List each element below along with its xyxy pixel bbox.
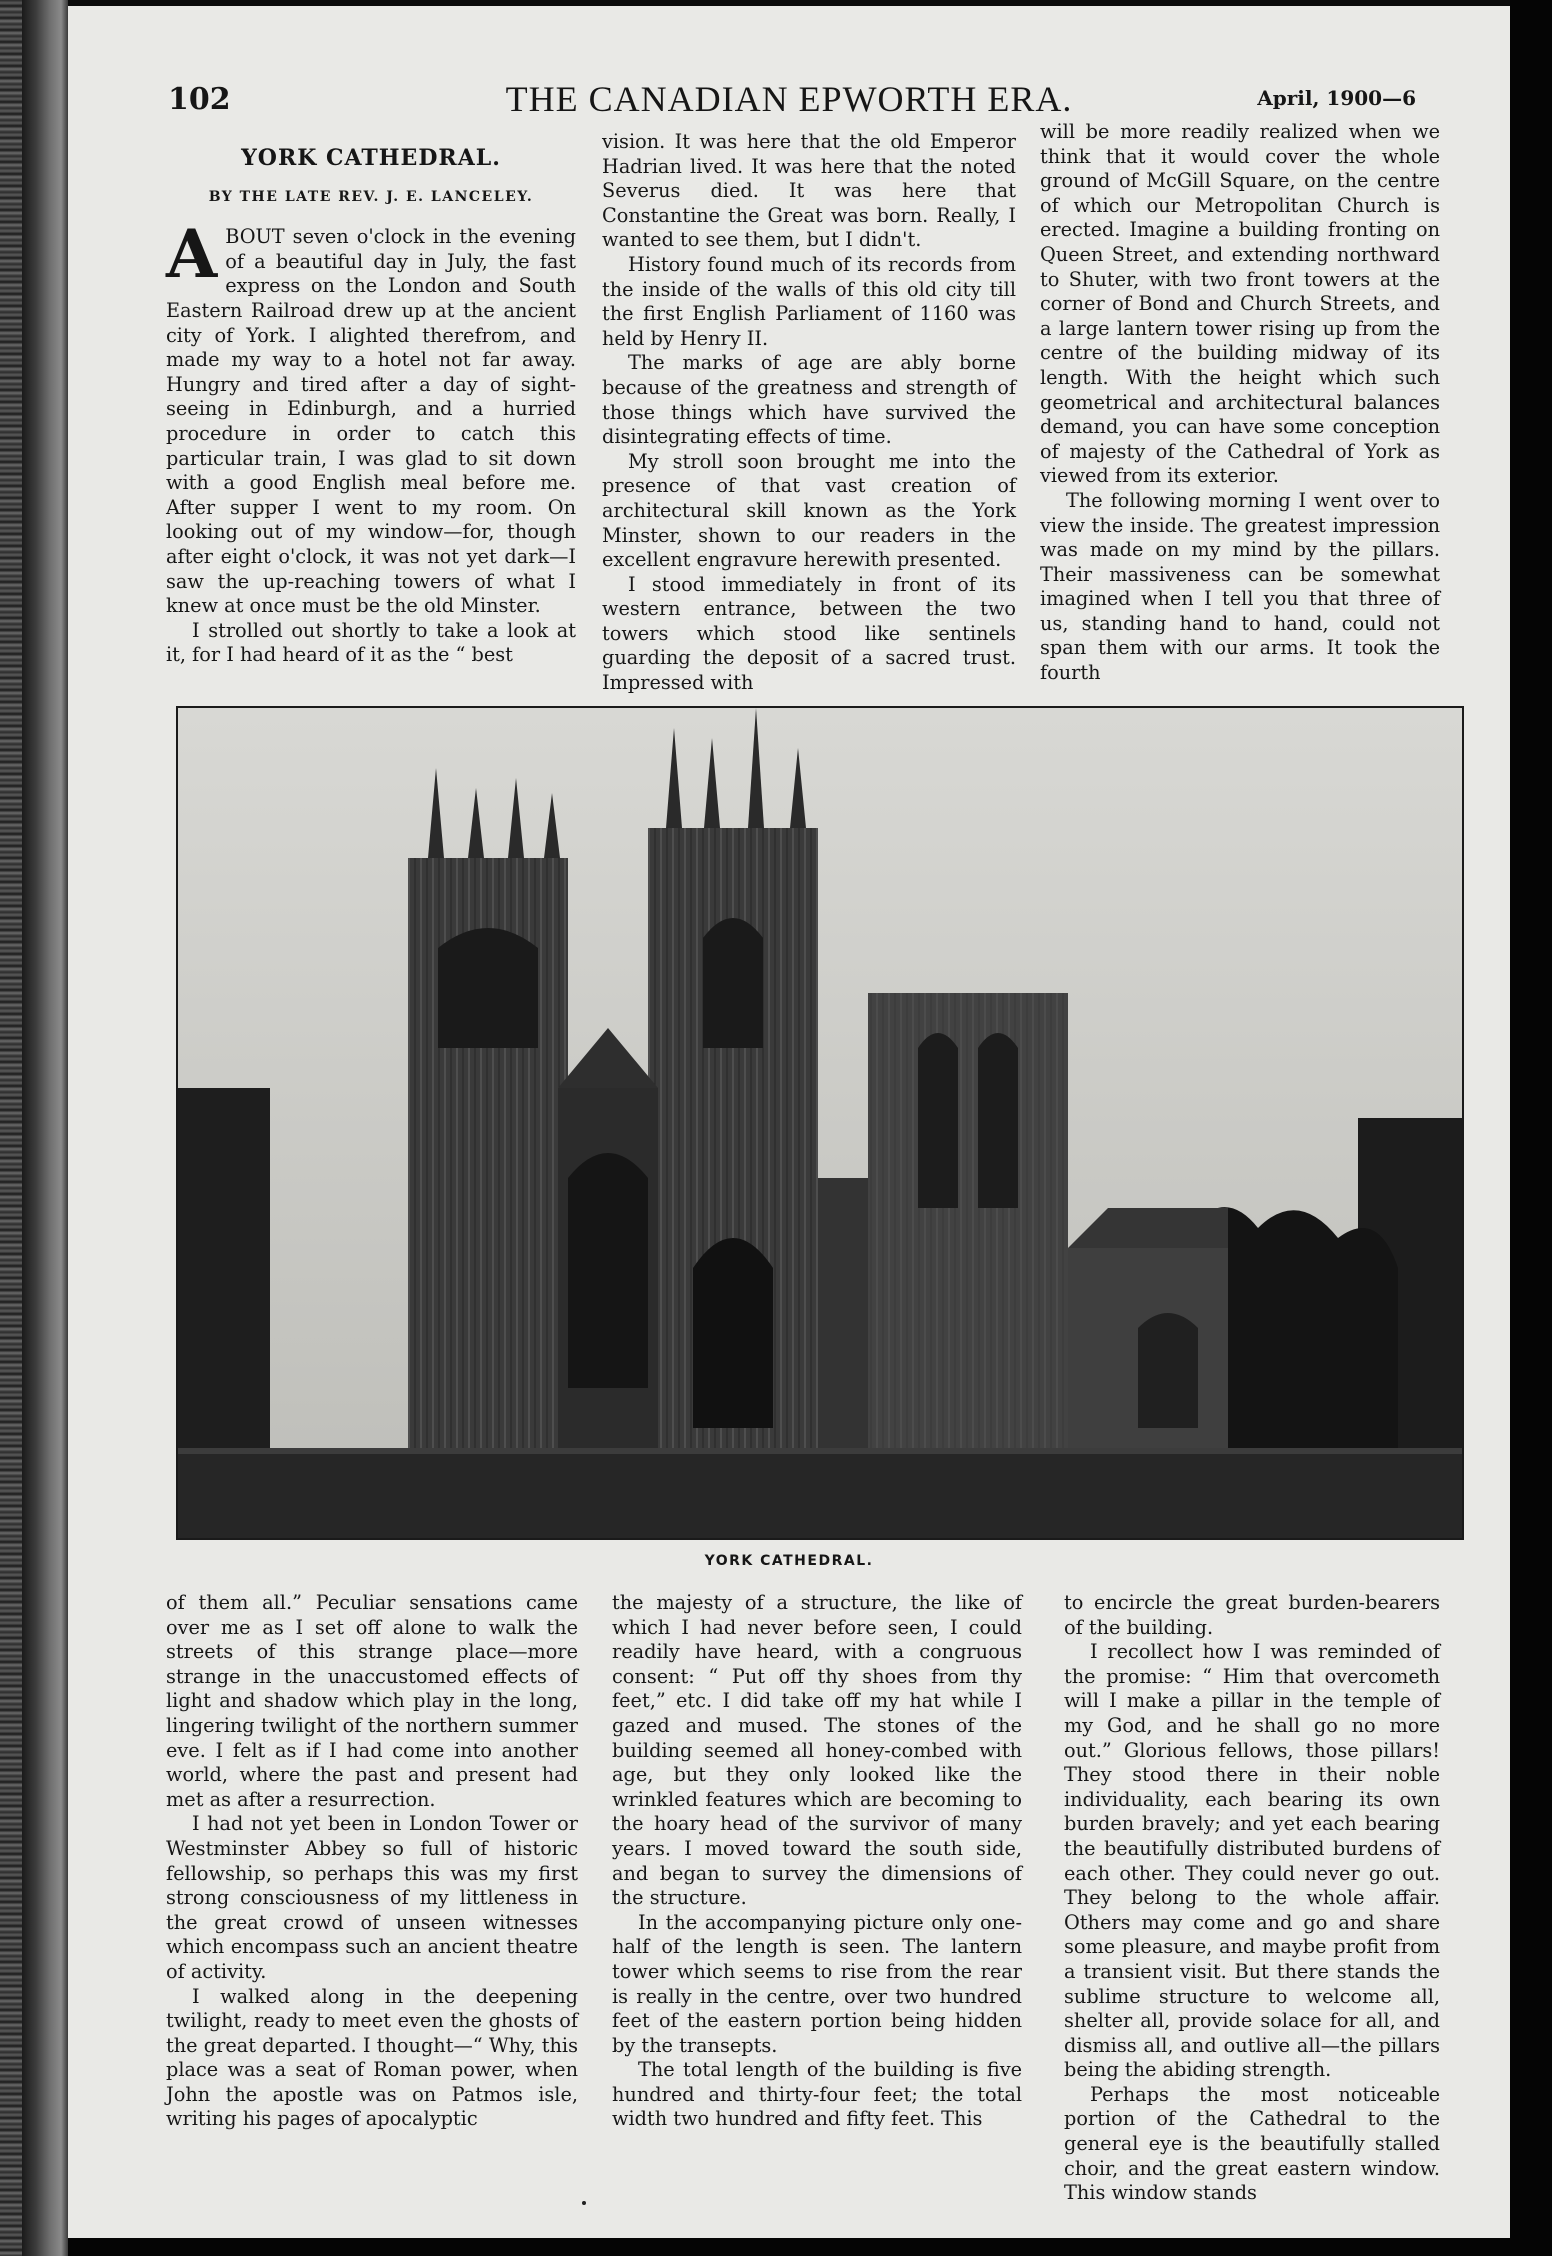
paragraph: I walked along in the deepening twilight, ready to meet even the ghosts of the great departed. I thought—“ Why, this place was a seat of Roman power, when John the apostle was on Patmos isle, writing his pages of apocalyptic [166, 1984, 578, 2131]
page [68, 6, 1510, 2238]
page-number: 102 [168, 82, 231, 117]
upper-column-1 [166, 142, 576, 668]
lower-column-2 [612, 1591, 1022, 2132]
paragraph: History found much of its records from the inside of the walls of this old city till the first English Parliament of 1160 was held by Henry II. [602, 252, 1016, 350]
paragraph: In the accompanying picture only one-half of the length is seen. The lantern tower which seems to rise from the rear is really in the centre, over two hundred feet of the eastern portion being hidden by the transepts. [612, 1910, 1022, 2057]
paragraph: to encircle the great burden-bearers of the building. [1064, 1591, 1440, 1639]
upper-column-3 [1040, 120, 1440, 686]
paragraph: I stood immediately in front of its western entrance, between the two towers which stood like sentinels guarding the deposit of a sacred trust. Impressed with [602, 572, 1016, 695]
paragraph: I recollect how I was reminded of the promise: “ Him that overcometh will I make a pillar in the temple of my God, and he shall go no more out.” Glorious fellows, those pillars! They stood there in their noble individuality, each bearing its own burden bravely; and yet each bearing the beautifully distributed burdens of each other. They could never go out. They belong to the whole affair. Others may come and go and share some pleasure, and maybe profit from a transient visit. But there stands the sublime structure to welcome all, shelter all, provide solace for all, and dismiss all, and outlive all—the pillars being the abiding strength. [1064, 1640, 1440, 2082]
drop-cap: A [166, 215, 218, 294]
paragraph: The total length of the building is five hundred and thirty-four feet; the total width two hundred and fifty feet. This [612, 2058, 1022, 2131]
paragraph: I had not yet been in London Tower or Westminster Abbey so full of historic fellowship, so perhaps this was my first strong consciousness of my littleness in the great crowd of unseen witnesses which encompass such an ancient theatre of activity. [166, 1812, 578, 1983]
paragraph: vision. It was here that the old Emperor Hadrian lived. It was here that the noted Severus died. It was here that Constantine the Great was born. Really, I wanted to see them, but I didn't. [602, 130, 1016, 252]
paragraph: ABOUT seven o'clock in the evening of a beautiful day in July, the fast express on the London and South Eastern Railroad drew up at the ancient city of York. I alighted therefrom, and made my way to a hotel not far away. Hungry and tired after a day of sight-seeing in Edinburgh, and a hurried procedure in order to catch this particular train, I was glad to sit down with a good English meal before me. After supper I went to my room. On looking out of my window—for, though after eight o'clock, it was not yet dark—I saw the up-reaching towers of what I knew at once must be the old Minster. [166, 215, 576, 618]
cathedral-illustration [178, 708, 1462, 1538]
cathedral-photograph [176, 706, 1464, 1540]
photo-caption: YORK CATHEDRAL. [704, 1553, 874, 1569]
book-binding-gutter [22, 0, 68, 2256]
scan-border-bottom [68, 2238, 1510, 2256]
upper-column-2 [602, 130, 1016, 696]
paragraph: My stroll soon brought me into the presence of that vast creation of architectural skill known as the York Minster, shown to our readers in the excellent engravure herewith presented. [602, 449, 1016, 572]
journal-title: THE CANADIAN EPWORTH ERA. [505, 79, 1073, 119]
book-spine [0, 0, 22, 2256]
paragraph: will be more readily realized when we think that it would cover the whole ground of McGill Square, on the centre of which our Metropolitan Church is erected. Imagine a building fronting on Queen Street, and extending northward to Shuter, with two front towers at the corner of Bond and Church Streets, and a large lantern tower rising up from the centre of the building midway of its length. With the height which such geometrical and architectural balances demand, you can have some conception of majesty of the Cathedral of York as viewed from its exterior. [1040, 120, 1440, 488]
paragraph: the majesty of a structure, the like of which I had never before seen, I could readily have heard, with a congruous consent: “ Put off thy shoes from thy feet,” etc. I did take off my hat while I gazed and mused. The stones of the building seemed all honey-combed with age, but they only looked like the wrinkled features which are becoming to the hoary head of the survivor of many years. I moved toward the south side, and began to survey the dimensions of the structure. [612, 1591, 1022, 1910]
article-byline: BY THE LATE REV. J. E. LANCELEY. [208, 188, 534, 205]
paragraph: of them all.” Peculiar sensations came over me as I set off alone to walk the streets of this strange place—more strange in the unaccustomed effects of light and shadow which play in the long, lingering twilight of the northern summer eve. I felt as if I had come into another world, where the past and present had met as after a resurrection. [166, 1591, 578, 1811]
article-title: YORK CATHEDRAL. [241, 145, 501, 171]
paragraph: The following morning I went over to view the inside. The greatest impression was made on my mind by the pillars. Their massiveness can be somewhat imagined when I tell you that three of us, standing hand to hand, could not span them with our arms. It took the fourth [1040, 488, 1440, 685]
paragraph: The marks of age are ably borne because of the greatness and strength of those things which have survived the disintegrating effects of time. [602, 351, 1016, 449]
paragraph: I strolled out shortly to take a look at it, for I had heard of it as the “ best [166, 618, 576, 667]
issue-date: April, 1900—6 [1257, 86, 1416, 110]
scan-border-right [1510, 0, 1552, 2256]
ink-speck [582, 2201, 586, 2205]
lower-column-1 [166, 1591, 578, 2132]
paragraph: Perhaps the most noticeable portion of the Cathedral to the general eye is the beautifully stalled choir, and the great eastern window. This window stands [1064, 2082, 1440, 2205]
lower-column-3 [1064, 1591, 1440, 2206]
